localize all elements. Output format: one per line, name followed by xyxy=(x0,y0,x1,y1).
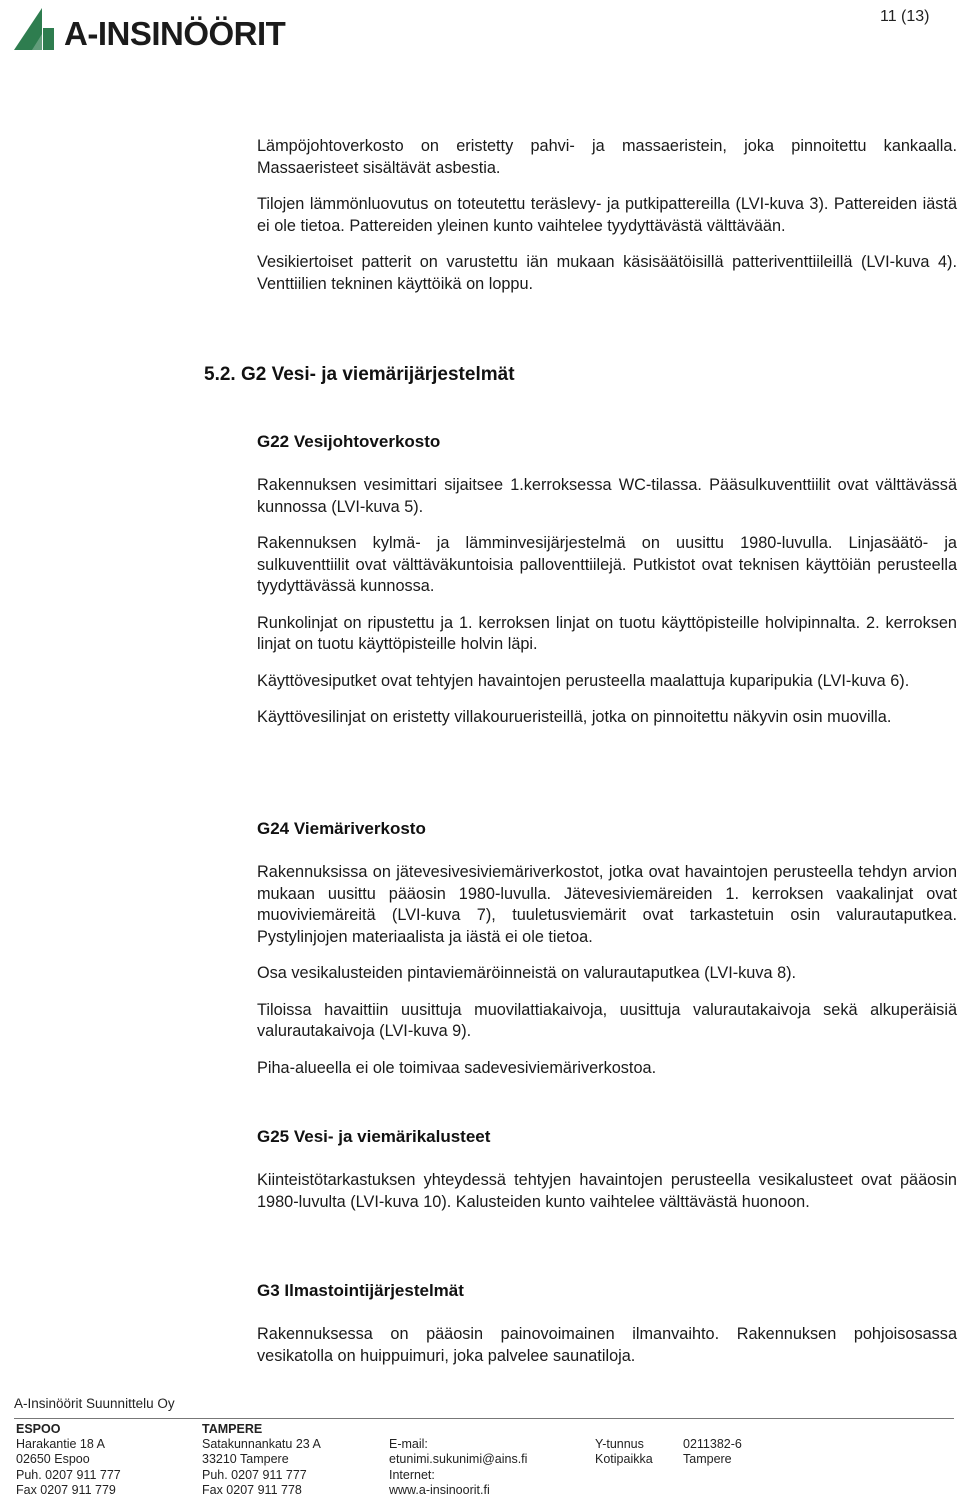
section-heading: 5.2. G2 Vesi- ja viemärijärjestelmät xyxy=(204,364,515,385)
paragraph: Rakennuksissa on jätevesivesiviemäriverkostot, jotka ovat havaintojen perusteella tehdyn arvion mukaan uusittu pääosin 1980-luvulla. Jätevesiviemäreiden 1. kerroksen vaakalinjat ovat muoviviemäreitä (LVI-kuva 7), tuuletusviemärit ovat tarkastetuin osin valurautaputkea. Pystylinjojen materiaalista ja iästä ei ole tietoa. xyxy=(257,863,957,946)
paragraph: Lämpöjohtoverkosto on eristetty pahvi- ja massaeristein, joka pinnoitettu kankaalla. Massaeristeet sisältävät asbestia. xyxy=(257,137,957,177)
footer-company-name: A-Insinöörit Suunnittelu Oy xyxy=(14,1396,175,1411)
subsection-heading: G24 Viemäriverkosto xyxy=(257,819,426,838)
paragraph: Rakennuksessa on pääosin painovoimainen ilmanvaihto. Rakennuksen pohjoisosassa vesikatolla on huippuimuri, joka palvelee saunatiloja. xyxy=(257,1325,957,1365)
footer-phone: Puh. 0207 911 777 xyxy=(16,1467,121,1482)
paragraph: Tilojen lämmönluovutus on toteutettu teräslevy- ja putkipattereilla (LVI-kuva 3). Pattereiden iästä ei ole tietoa. Pattereiden yleinen kunto vaihtelee tyydyttävästä välttävään. xyxy=(257,195,957,235)
subsection-heading: G22 Vesijohtoverkosto xyxy=(257,432,441,451)
paragraph: Kiinteistötarkastuksen yhteydessä tehtyjen havaintojen perusteella vesikalusteet ovat pääosin 1980-luvulta (LVI-kuva 10). Kalusteiden kunto vaihtelee välttävästä huonoon. xyxy=(257,1171,957,1211)
footer-tampere xyxy=(202,1422,321,1498)
footer-email[interactable]: etunimi.sukunimi@ains.fi xyxy=(389,1452,528,1467)
subsection-heading: G3 Ilmastointijärjestelmät xyxy=(257,1281,464,1300)
paragraph: Rakennuksen vesimittari sijaitsee 1.kerroksessa WC-tilassa. Pääsulkuventtiilit ovat välttävässä kunnossa (LVI-kuva 5). xyxy=(257,476,957,516)
footer-fax: Fax 0207 911 778 xyxy=(202,1482,302,1497)
section-g25 xyxy=(257,1127,957,1228)
intro-text xyxy=(257,136,957,310)
footer-id-labels xyxy=(595,1422,653,1468)
paragraph: Käyttövesiputket ovat tehtyjen havaintojen perusteella maalattuja kuparipukia (LVI-kuva 6). xyxy=(257,671,910,690)
paragraph: Osa vesikalusteiden pintaviemäröinneistä on valurautaputkea (LVI-kuva 8). xyxy=(257,964,797,982)
section-g3 xyxy=(257,1281,957,1382)
footer-domicile-label: Kotipaikka xyxy=(595,1452,653,1467)
footer-address: Satakunnankatu 23 A xyxy=(202,1437,321,1452)
section-g24 xyxy=(257,819,957,1094)
footer-email-label: E-mail: xyxy=(389,1437,428,1452)
footer-website[interactable]: www.a-insinoorit.fi xyxy=(389,1482,490,1497)
footer-domicile: Tampere xyxy=(683,1452,732,1467)
footer-fax: Fax 0207 911 779 xyxy=(16,1482,116,1497)
footer-address: Harakantie 18 A xyxy=(16,1437,105,1452)
footer-divider xyxy=(14,1418,954,1419)
footer-office-name: ESPOO xyxy=(16,1422,61,1436)
footer-office-name: TAMPERE xyxy=(202,1422,263,1436)
paragraph: Piha-alueella ei ole toimivaa sadevesiviemäriverkostoa. xyxy=(257,1058,657,1077)
footer-postcode: 33210 Tampere xyxy=(202,1452,289,1467)
footer-business-id-label: Y-tunnus xyxy=(595,1437,644,1452)
footer-espoo xyxy=(16,1422,121,1498)
logo-mark-icon xyxy=(12,6,60,52)
section-g22 xyxy=(257,432,957,744)
paragraph: Tiloissa havaittiin uusittuja muovilattiakaivoja, uusittuja valurautakaivoja sekä alkuperäisiä valurautakaivoja (LVI-kuva 9). xyxy=(257,1000,957,1040)
paragraph: Rakennuksen kylmä- ja lämminvesijärjestelmä on uusittu 1980-luvulla. Linjasäätö- ja sulkuventtiilit ovat välttäväkuntoisia palloventtiilejä. Putkistot ovat teknisen käyttöiän perusteella tyydyttävässä kunnossa. xyxy=(257,534,957,595)
footer-internet-label: Internet: xyxy=(389,1467,435,1482)
footer-business-id: 0211382-6 xyxy=(683,1437,742,1452)
paragraph: Runkolinjat on ripustettu ja 1. kerroksen linjat on tuotu käyttöpisteille holvipinnalta. 2. kerroksen linjat on tuotu käyttöpisteille holvin läpi. xyxy=(257,613,957,653)
company-logo xyxy=(12,6,312,54)
paragraph: Käyttövesilinjat on eristetty villakourueristeillä, jotka on pinnoitettu näkyvin osin muovilla. xyxy=(257,708,892,726)
footer-contact xyxy=(389,1422,527,1498)
page-number: 11 (13) xyxy=(880,8,930,25)
paragraph: Vesikiertoiset patterit on varustettu iän mukaan käsisäätöisillä patteriventtiileillä (LVI-kuva 4). Venttiilien tekninen käyttöikä on loppu. xyxy=(257,253,957,293)
footer-phone: Puh. 0207 911 777 xyxy=(202,1467,307,1482)
footer-id-values xyxy=(683,1422,742,1468)
logo-wordmark: A-INSINÖÖRIT xyxy=(64,15,286,52)
subsection-heading: G25 Vesi- ja viemärikalusteet xyxy=(257,1127,491,1146)
footer-postcode: 02650 Espoo xyxy=(16,1452,90,1467)
